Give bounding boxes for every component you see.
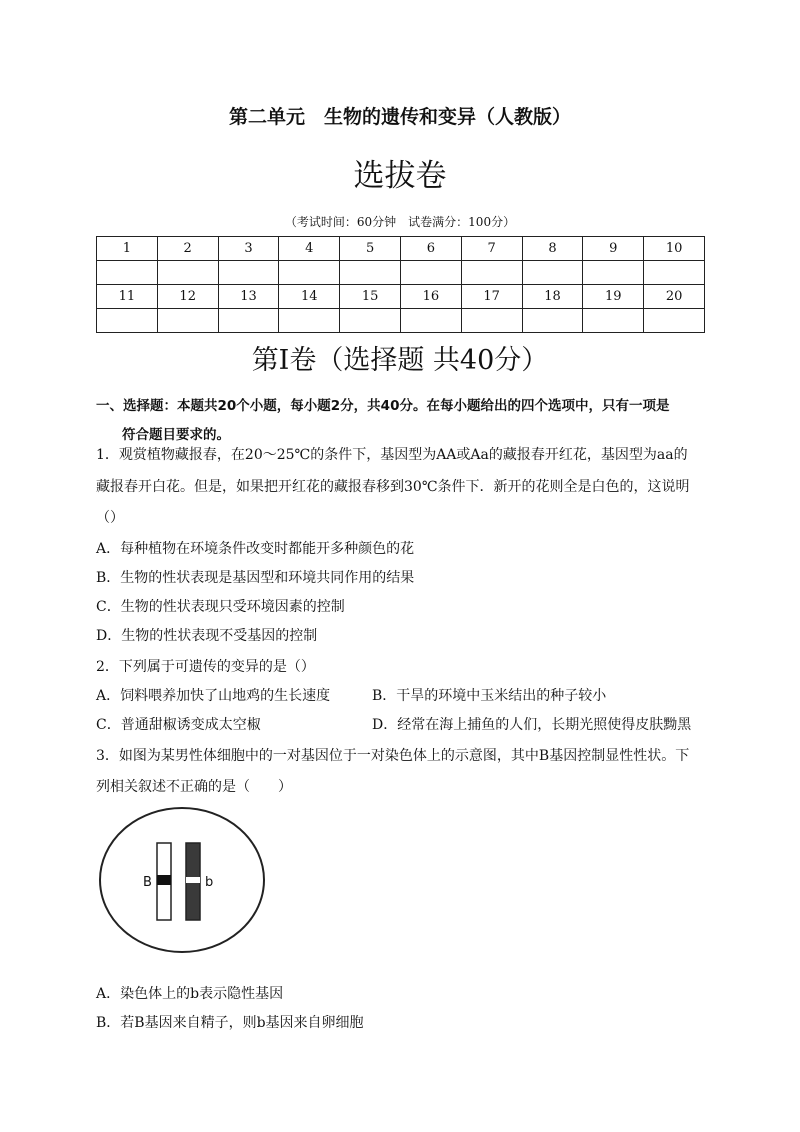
- question-2-option-d[interactable]: D．经常在海上捕鱼的人们，长期光照使得皮肤黝黑: [372, 717, 692, 733]
- question-3-option-a[interactable]: A．染色体上的b表示隐性基因: [96, 986, 284, 1002]
- grid-answer-row: [97, 309, 705, 333]
- grid-answer-cell[interactable]: [583, 261, 644, 285]
- grid-number-cell: 5: [340, 237, 401, 261]
- grid-number-cell: 12: [157, 285, 218, 309]
- grid-answer-cell[interactable]: [522, 309, 583, 333]
- grid-number-cell: 18: [522, 285, 583, 309]
- question-2-stem: 2．下列属于可遗传的变异的是（）: [96, 659, 315, 675]
- grid-answer-row: [97, 261, 705, 285]
- question-1-option-c[interactable]: C．生物的性状表现只受环境因素的控制: [96, 599, 345, 615]
- gene-label-b-upper: B: [143, 875, 152, 890]
- cell-chromosome-diagram: [98, 806, 268, 956]
- grid-answer-cell[interactable]: [400, 261, 461, 285]
- grid-answer-cell[interactable]: [522, 261, 583, 285]
- grid-answer-cell[interactable]: [340, 261, 401, 285]
- grid-number-row: [97, 285, 705, 309]
- grid-number-cell: 2: [157, 237, 218, 261]
- grid-answer-cell[interactable]: [279, 309, 340, 333]
- grid-number-cell: 15: [340, 285, 401, 309]
- cell-outline: [100, 808, 264, 952]
- grid-number-cell: 17: [461, 285, 522, 309]
- grid-number-row: [97, 237, 705, 261]
- unit-title: 第二单元 生物的遗传和变异（人教版）: [228, 106, 571, 128]
- grid-number-cell: 1: [97, 237, 158, 261]
- gene-label-b-lower: b: [205, 875, 214, 890]
- exam-info: （考试时间：60分钟 试卷满分：100分）: [284, 215, 516, 229]
- question-1-option-d[interactable]: D．生物的性状表现不受基因的控制: [96, 628, 318, 644]
- grid-answer-cell[interactable]: [97, 309, 158, 333]
- question-2-option-c[interactable]: C．普通甜椒诱变成太空椒: [96, 717, 261, 733]
- grid-answer-cell[interactable]: [279, 261, 340, 285]
- grid-number-cell: 10: [644, 237, 705, 261]
- grid-number-cell: 14: [279, 285, 340, 309]
- question-1-stem: 藏报春开白花。但是，如果把开红花的藏报春移到30℃条件下．新开的花则全是白色的，这说明: [96, 479, 690, 495]
- grid-number-cell: 19: [583, 285, 644, 309]
- gene-band-recessive: [186, 877, 200, 883]
- grid-number-cell: 7: [461, 237, 522, 261]
- grid-answer-cell[interactable]: [644, 261, 705, 285]
- question-1-option-b[interactable]: B．生物的性状表现是基因型和环境共同作用的结果: [96, 570, 415, 586]
- instructions-line: 符合题目要求的。: [122, 427, 230, 443]
- answer-grid: [96, 236, 705, 333]
- question-1-stem: 1．观赏植物藏报春，在20～25℃的条件下，基因型为AA或Aa的藏报春开红花，基因型为aa的: [96, 447, 688, 463]
- grid-answer-cell[interactable]: [583, 309, 644, 333]
- question-3-stem: 3．如图为某男性体细胞中的一对基因位于一对染色体上的示意图，其中B基因控制显性性状。下: [96, 748, 690, 764]
- instructions-line: 一、选择题：本题共20个小题，每小题2分，共40分。在每小题给出的四个选项中，只有一项是: [96, 398, 670, 414]
- grid-answer-cell[interactable]: [340, 309, 401, 333]
- question-2-option-b[interactable]: B．干旱的环境中玉米结出的种子较小: [372, 688, 607, 704]
- question-1-stem: （）: [96, 510, 124, 526]
- grid-number-cell: 3: [218, 237, 279, 261]
- grid-answer-cell[interactable]: [218, 261, 279, 285]
- grid-answer-cell[interactable]: [400, 309, 461, 333]
- gene-band-dominant: [157, 875, 171, 885]
- section-instructions: [96, 392, 706, 450]
- grid-number-cell: 13: [218, 285, 279, 309]
- grid-answer-cell[interactable]: [218, 309, 279, 333]
- section-title: 第Ⅰ卷（选择题 共40分）: [251, 345, 549, 376]
- grid-number-cell: 6: [400, 237, 461, 261]
- grid-number-cell: 8: [522, 237, 583, 261]
- grid-answer-cell[interactable]: [461, 309, 522, 333]
- question-2-option-a[interactable]: A．饲料喂养加快了山地鸡的生长速度: [96, 688, 331, 704]
- question-1-option-a[interactable]: A．每种植物在环境条件改变时都能开多种颜色的花: [96, 541, 415, 557]
- question-3-option-b[interactable]: B．若B基因来自精子，则b基因来自卵细胞: [96, 1015, 364, 1031]
- grid-answer-cell[interactable]: [461, 261, 522, 285]
- grid-number-cell: 20: [644, 285, 705, 309]
- grid-answer-cell[interactable]: [97, 261, 158, 285]
- grid-answer-cell[interactable]: [157, 261, 218, 285]
- grid-number-cell: 16: [400, 285, 461, 309]
- main-title: 选拔卷: [353, 158, 447, 194]
- grid-answer-cell[interactable]: [157, 309, 218, 333]
- question-3-stem: 列相关叙述不正确的是（ ）: [96, 779, 292, 795]
- grid-number-cell: 4: [279, 237, 340, 261]
- grid-answer-cell[interactable]: [644, 309, 705, 333]
- grid-number-cell: 9: [583, 237, 644, 261]
- grid-number-cell: 11: [97, 285, 158, 309]
